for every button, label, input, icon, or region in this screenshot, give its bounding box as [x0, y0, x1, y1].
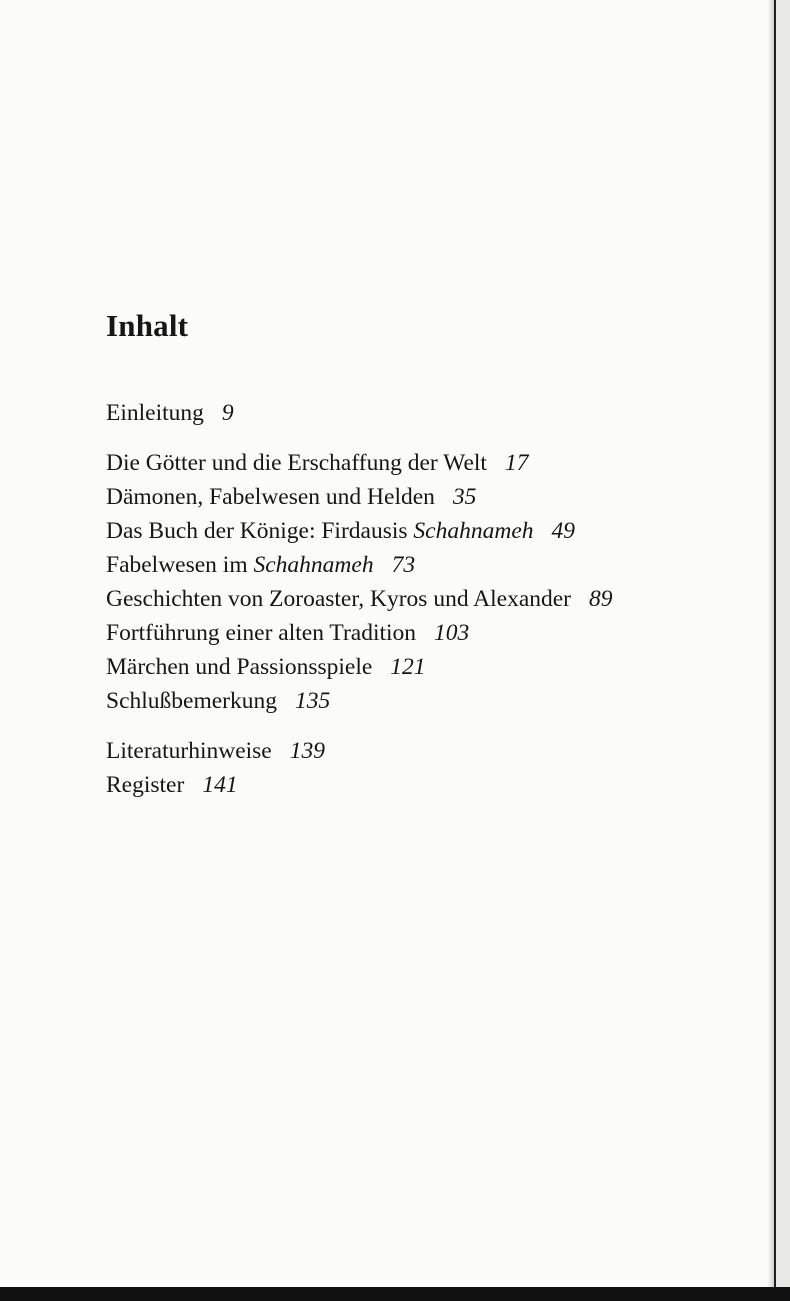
- toc-entry-title: [106, 400, 204, 426]
- toc-entry-title: [106, 620, 416, 646]
- toc-entry-title-text: Das Buch der Könige: Firdausis: [106, 518, 414, 544]
- page-edge-right: [774, 0, 790, 1301]
- toc-entry-page-number: 89: [589, 586, 613, 612]
- toc-entry: [106, 396, 613, 430]
- toc-entry: [106, 480, 613, 514]
- toc-entry-title: [106, 450, 487, 476]
- toc-entry-title-text: Dämonen, Fabelwesen und Helden: [106, 484, 435, 510]
- toc-entry-page-number: 17: [504, 450, 529, 476]
- toc-entry: [106, 768, 613, 802]
- toc-entry: [106, 582, 613, 616]
- toc-entry-title-italic: Schahnameh: [413, 518, 534, 544]
- toc-entry-title-text: Literaturhinweise: [106, 738, 272, 764]
- toc-entry: [106, 616, 613, 650]
- page-edge-bottom: [0, 1287, 790, 1301]
- toc-entry-page-number: 103: [434, 620, 470, 646]
- toc-entry-title-text: Die Götter und die Erschaffung der Welt: [106, 450, 487, 476]
- toc-entry: [106, 514, 613, 548]
- toc-entry-page-number: 135: [295, 688, 331, 714]
- toc-entry-title-text: Einleitung: [106, 400, 204, 426]
- toc-entry-title: [106, 772, 184, 798]
- toc-entry: [106, 650, 613, 684]
- toc-entry-page-number: 73: [391, 552, 416, 578]
- toc-entry: [106, 684, 613, 718]
- toc-entry-title: [106, 552, 374, 578]
- toc-entry-title: [106, 518, 534, 544]
- toc-entry-page-number: 49: [551, 518, 576, 544]
- toc-entry: [106, 446, 613, 480]
- toc-entry-title: [106, 484, 435, 510]
- page-title: Inhalt: [106, 308, 189, 343]
- toc-entry-title-italic: Schahnameh: [253, 552, 374, 578]
- toc-entry-page-number: 35: [452, 484, 477, 510]
- toc-entry-page-number: 121: [390, 654, 426, 680]
- toc-entry-page-number: 139: [289, 738, 325, 764]
- toc-entry-page-number: 141: [202, 772, 238, 798]
- toc-entry-title: [106, 654, 372, 680]
- toc-entry-title-text: Geschichten von Zoroaster, Kyros und Alexander: [106, 586, 572, 612]
- toc-entry-title-text: Fabelwesen im: [106, 552, 254, 578]
- toc-entry-title: [106, 738, 272, 764]
- toc-entry: [106, 548, 613, 582]
- toc-entry-title-text: Register: [106, 772, 185, 798]
- toc-entry-title: [106, 688, 277, 714]
- toc-entry-title: [106, 586, 571, 612]
- table-of-contents: [106, 396, 613, 802]
- toc-entry-title-text: Schlußbemerkung: [106, 688, 277, 714]
- toc-entry-page-number: 9: [221, 400, 234, 426]
- toc-entry-title-text: Märchen und Passionsspiele: [106, 654, 373, 680]
- toc-entry-title-text: Fortführung einer alten Tradition: [106, 620, 417, 646]
- toc-entry: [106, 734, 613, 768]
